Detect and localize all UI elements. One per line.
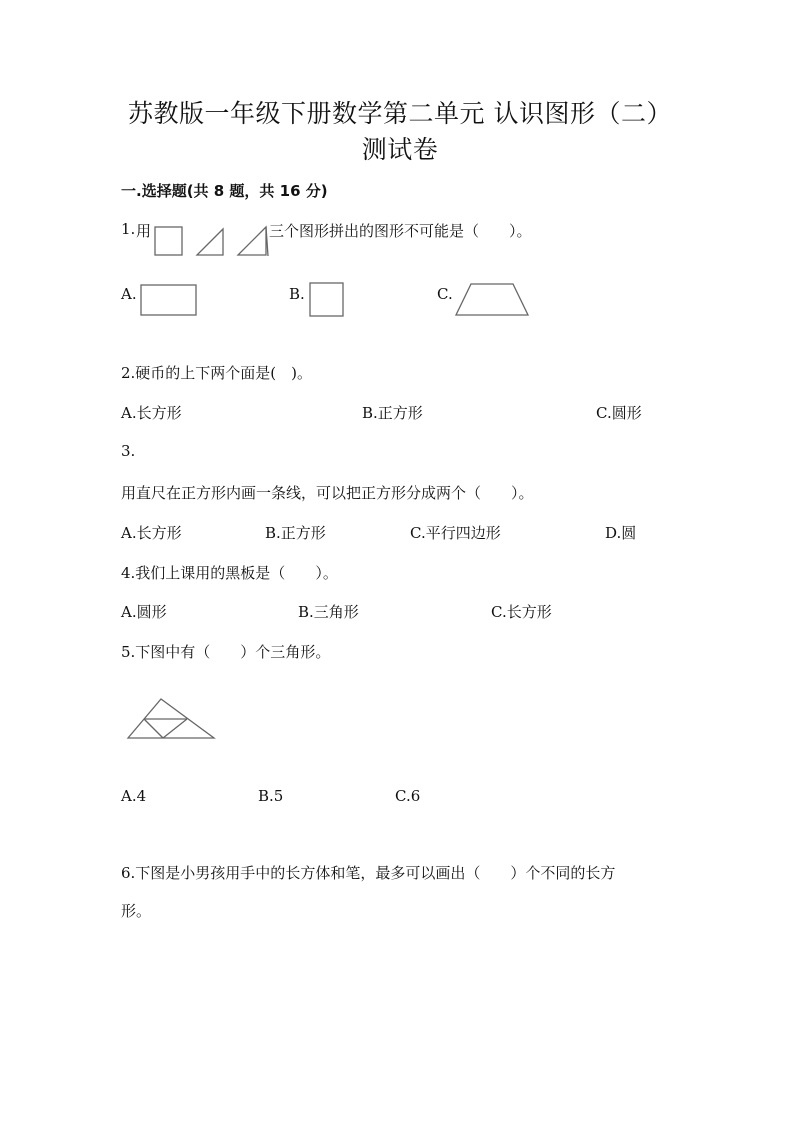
question-5-option-a[interactable]: A.4 [121, 787, 147, 805]
question-3-number: 3. [121, 442, 136, 460]
question-4-option-a[interactable]: A.圆形 [121, 603, 167, 621]
question-5-text: 5.下图中有（ ）个三角形。 [121, 643, 331, 661]
question-1-option-c[interactable]: C. [437, 285, 453, 303]
question-6-text-line2: 形。 [121, 902, 152, 920]
question-1-number: 1. [121, 220, 136, 238]
page-subtitle: 测试卷 [361, 135, 439, 164]
question-5-option-c[interactable]: C.6 [395, 787, 421, 805]
question-3-option-c[interactable]: C.平行四边形 [410, 524, 501, 542]
question-2-text: 2.硬币的上下两个面是( )。 [121, 364, 313, 382]
question-1-option-b[interactable]: B. [289, 285, 305, 303]
square-shape [155, 227, 182, 255]
right-triangle-shape-2 [238, 227, 266, 255]
question-3-text: 用直尺在正方形内画一条线，可以把正方形分成两个（ ）。 [121, 484, 534, 502]
question-2-option-b[interactable]: B.正方形 [362, 404, 423, 422]
option-c-trapezoid-figure [453, 282, 531, 318]
option-a-rectangle-figure [140, 284, 198, 317]
question-6-text-line1: 6.下图是小男孩用手中的长方体和笔，最多可以画出（ ）个不同的长方 [121, 864, 616, 882]
question-4-option-c[interactable]: C.长方形 [491, 603, 552, 621]
triangles-figure [126, 697, 216, 741]
option-b-square-figure [309, 282, 345, 317]
question-1-stem: 三个图形拼出的图形不可能是（ ）。 [269, 222, 532, 240]
question-1-shapes-figure [150, 222, 275, 260]
question-5-option-b[interactable]: B.5 [258, 787, 284, 805]
page-title: 苏教版一年级下册数学第二单元 认识图形（二） [128, 99, 672, 128]
question-4-option-b[interactable]: B.三角形 [298, 603, 359, 621]
question-1-prefix: 用 [136, 222, 152, 240]
question-3-option-b[interactable]: B.正方形 [265, 524, 326, 542]
question-2-option-c[interactable]: C.圆形 [596, 404, 642, 422]
right-triangle-shape-1 [197, 229, 223, 255]
question-3-option-a[interactable]: A.长方形 [121, 524, 182, 542]
section-heading: 一.选择题(共 8 题，共 16 分) [121, 182, 328, 200]
question-2-option-a[interactable]: A.长方形 [121, 404, 182, 422]
question-3-option-d[interactable]: D.圆 [605, 524, 637, 542]
question-1-option-a[interactable]: A. [121, 285, 137, 303]
question-4-text: 4.我们上课用的黑板是（ ）。 [121, 564, 338, 582]
